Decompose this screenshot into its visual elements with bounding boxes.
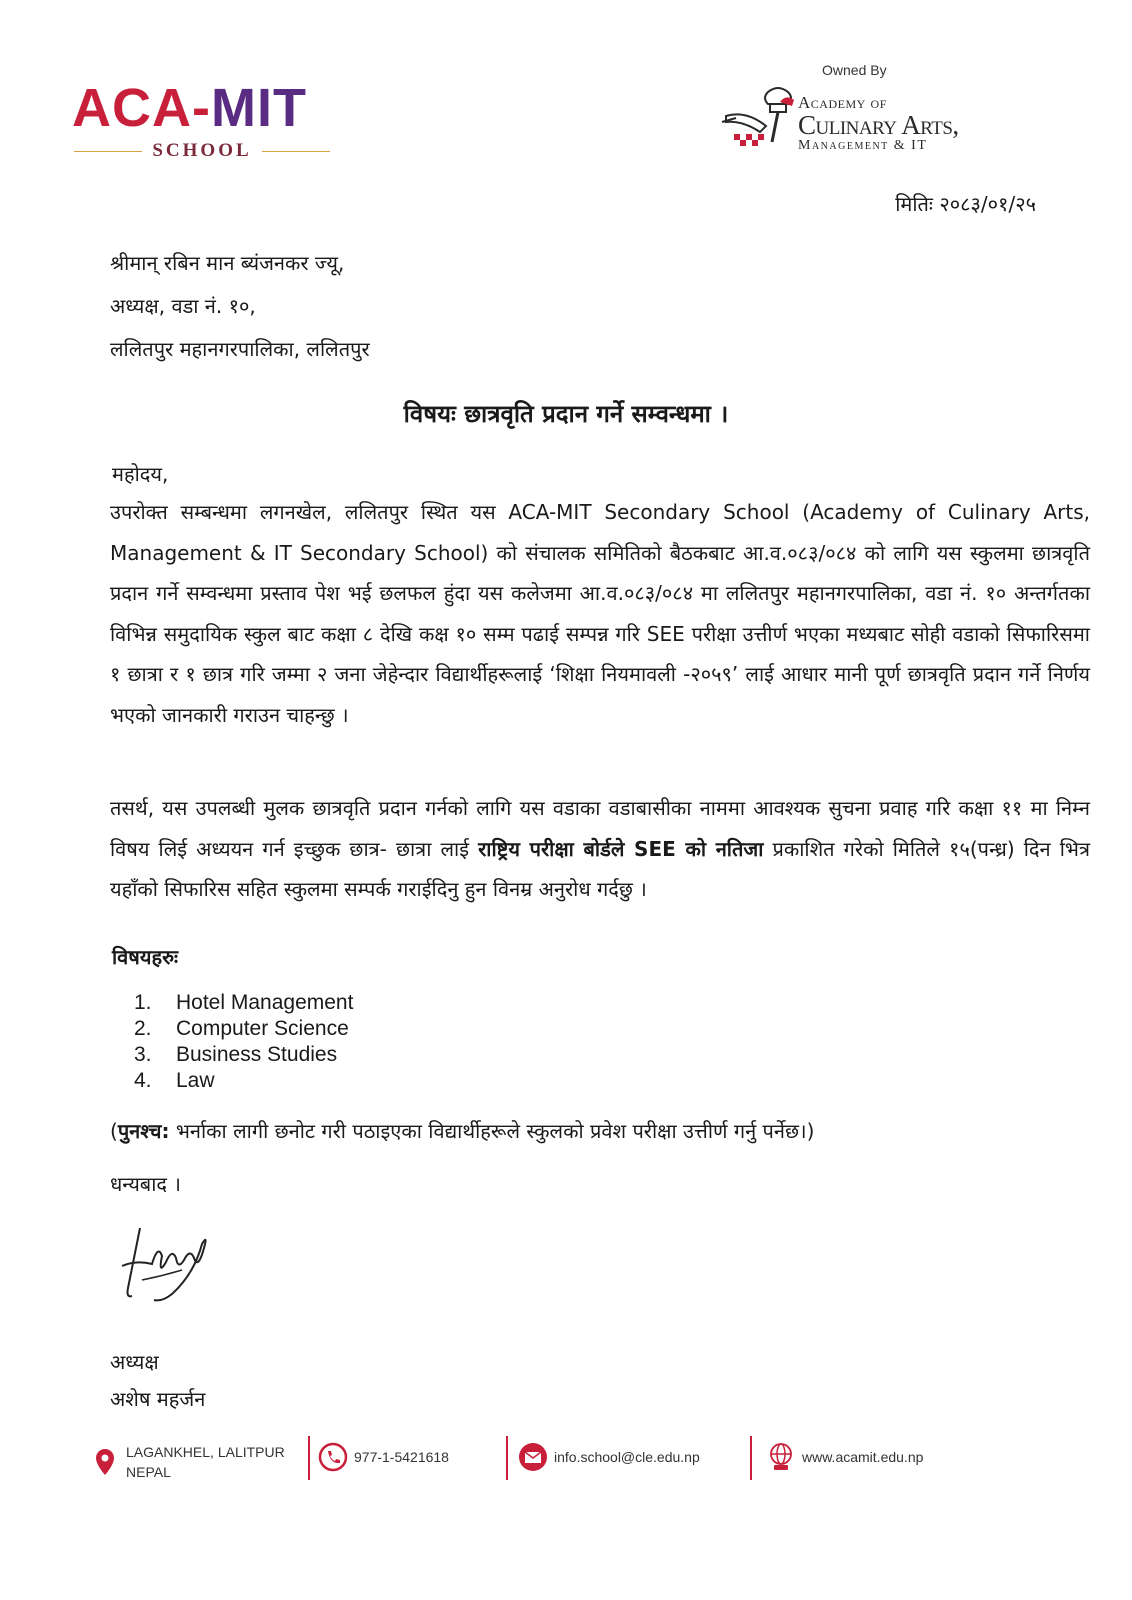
- list-item-number: 2.: [134, 1017, 152, 1040]
- paragraph2-after: प्रकाशित गरेको मितिले १५(पन्ध्र) दिन भित्र यहाँको सिफारिस सहित स्कुलमा सम्पर्क गराईदिनु हुन विनम्र अनुरोध गर्दछु ।: [110, 836, 1090, 901]
- logo-rule-left: [74, 151, 142, 152]
- signatory-name: अशेष महर्जन: [110, 1387, 206, 1411]
- recipient-address: [110, 242, 370, 371]
- footer-divider: [308, 1436, 310, 1480]
- recipient-line2: अध्यक्ष, वडा नं. १०,: [110, 294, 256, 318]
- footer-website: [766, 1442, 923, 1472]
- logo-aca: ACA: [72, 78, 192, 138]
- footer-email-text: info.school@cle.edu.np: [554, 1449, 700, 1465]
- owner-logo: [720, 60, 1040, 160]
- logo-school-text: SCHOOL: [152, 140, 252, 161]
- list-item: [134, 1042, 353, 1068]
- letter-subject: विषयः छात्रवृति प्रदान गर्ने सम्वन्धमा ।: [403, 400, 729, 428]
- footer-phone-text: 977-1-5421618: [354, 1449, 449, 1465]
- list-item-label: Hotel Management: [176, 991, 354, 1014]
- body-paragraph-2: [110, 788, 1090, 910]
- logo-subtitle: [72, 140, 332, 164]
- culinary-emblem-icon: [720, 82, 804, 152]
- list-item-label: Computer Science: [176, 1017, 349, 1040]
- subjects-list: [134, 990, 353, 1094]
- school-logo-wordmark: [72, 78, 332, 138]
- paragraph2-before: तसर्थ, यस उपलब्धी मुलक छात्रवृति प्रदान गर्नको लागि यस वडाका वडाबासीका नाममा आवश्यक सुचना प्रवाह गरि कक्षा ११ मा निम्न विषय लिई अध्ययन गर्न इच्छुक छात्र- छात्रा लाई: [110, 796, 1090, 861]
- globe-icon: [766, 1442, 796, 1472]
- signatory-title: अध्यक्ष: [110, 1350, 159, 1374]
- letter-date: मितिः २०८३/०१/२५: [895, 192, 1036, 216]
- letterhead: [0, 0, 1132, 180]
- list-item: [134, 990, 353, 1016]
- owner-line2: Culinary Arts,: [798, 110, 959, 140]
- postscript-label: पुनश्च:: [117, 1119, 170, 1143]
- footer-website-text: www.acamit.edu.np: [802, 1449, 924, 1465]
- footer-address-line2: NEPAL: [126, 1464, 171, 1480]
- list-item: [134, 1016, 353, 1042]
- recipient-line1: श्रीमान् रबिन मान ब्यंजनकर ज्यू,: [110, 251, 345, 275]
- location-pin-icon: [90, 1447, 120, 1477]
- handwritten-signature: [112, 1210, 232, 1320]
- paragraph2-bold: राष्ट्रिय परीक्षा बोर्डले SEE को नतिजा: [478, 836, 764, 861]
- list-item-label: Law: [176, 1069, 215, 1092]
- body-paragraph-1: उपरोक्त सम्बन्धमा लगनखेल, ललितपुर स्थित यस ACA-MIT Secondary School (Academy of Culinary Arts, Management & IT Secondary School) को संचालक समितिको बैठकबाट आ.व.०८३/०८४ को लागि यस स्कुलमा छात्रवृति प्रदान गर्ने सम्वन्धमा प्रस्ताव पेश भई छलफल हुंदा यस कलेजमा आ.व.०८३/०८४ मा ललितपुर महानगरपालिका, वडा नं. १० अन्तर्गतका विभिन्न समुदायिक स्कुल बाट कक्षा ८ देखि कक्ष १० सम्म पढाई सम्पन्न गरि SEE परीक्षा उत्तीर्ण भएका मध्यबाट सोही वडाको सिफारिसमा १ छात्रा र १ छात्र गरि जम्मा २ जना जेहेन्दार विद्यार्थीहरूलाई ‘शिक्षा नियमावली -२०५९’ लाई आधार मानी पूर्ण छात्रवृति प्रदान गर्ने निर्णय भएको जानकारी गराउन चाहन्छु ।: [110, 500, 1090, 727]
- owner-line3: Management & IT: [798, 138, 928, 153]
- salutation: महोदय,: [112, 462, 169, 486]
- postscript-open: (: [110, 1119, 118, 1143]
- footer-divider: [506, 1436, 508, 1480]
- footer-address-line1: LAGANKHEL, LALITPUR: [126, 1444, 285, 1460]
- owner-name: [798, 94, 959, 154]
- footer-address-text: [126, 1442, 285, 1482]
- footer-divider: [750, 1436, 752, 1480]
- list-item: [134, 1068, 353, 1094]
- email-icon: [518, 1442, 548, 1472]
- subjects-heading: विषयहरुः: [112, 945, 179, 969]
- phone-icon: [318, 1442, 348, 1472]
- logo-dash: -: [192, 78, 211, 138]
- list-item-number: 4.: [134, 1069, 152, 1092]
- owned-by-label: Owned By: [822, 62, 887, 78]
- list-item-number: 3.: [134, 1043, 152, 1066]
- postscript-text: भर्नाका लागी छनोट गरी पठाइएका विद्यार्थीहरूले स्कुलको प्रवेश परीक्षा उत्तीर्ण गर्नु पर्नेछ।): [169, 1119, 815, 1143]
- recipient-line3: ललितपुर महानगरपालिका, ललितपुर: [110, 337, 370, 361]
- list-item-label: Business Studies: [176, 1043, 338, 1066]
- school-logo: [72, 78, 332, 164]
- letter-footer: [0, 1428, 1132, 1488]
- closing-thanks: धन्यबाद ।: [110, 1172, 181, 1196]
- footer-address: [90, 1442, 285, 1482]
- postscript: [110, 1117, 814, 1144]
- owner-line1: Academy of: [798, 93, 887, 112]
- logo-rule-right: [262, 151, 330, 152]
- logo-mit: MIT: [210, 78, 307, 138]
- footer-phone: [318, 1442, 449, 1472]
- list-item-number: 1.: [134, 991, 152, 1014]
- footer-email: [518, 1442, 700, 1472]
